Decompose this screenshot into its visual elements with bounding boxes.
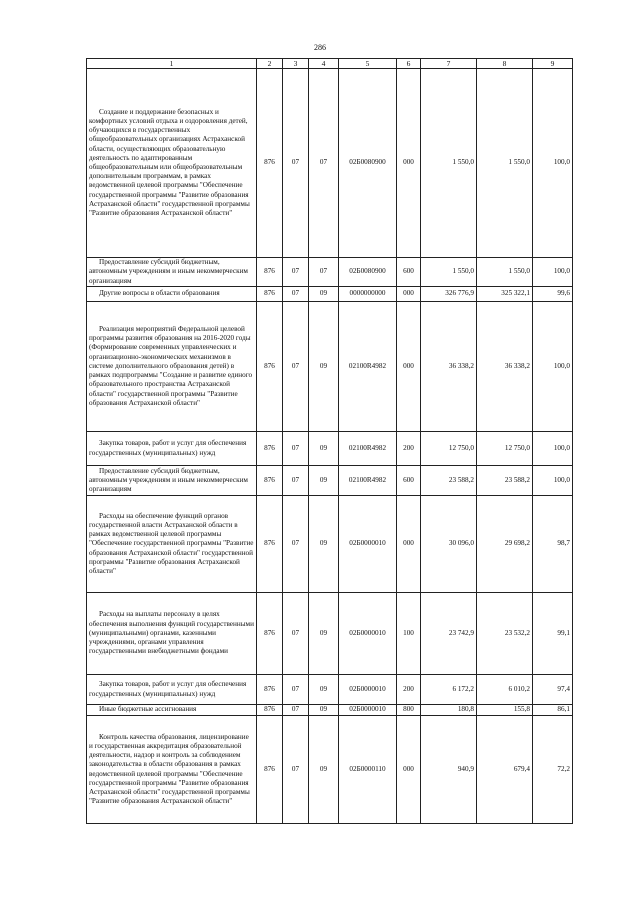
row-description: Закупка товаров, работ и услуг для обеспечения государственных (муниципальных) нужд — [89, 680, 247, 698]
target-article-cell: 02Б0000010 — [339, 705, 397, 716]
expense-type-cell: 000 — [397, 302, 421, 432]
planned-amount-cell: 36 338,2 — [421, 302, 477, 432]
table-row — [87, 705, 573, 716]
row-description: Предоставление субсидий бюджетным, автономным учреждениям и иным некоммерческим организациям — [89, 466, 248, 494]
section-cell: 07 — [283, 302, 309, 432]
target-article-cell: 0000000000 — [339, 287, 397, 302]
table-row — [87, 258, 573, 287]
row-description-cell — [87, 287, 257, 302]
table-row — [87, 593, 573, 675]
subsection-cell: 09 — [309, 466, 339, 496]
planned-amount-cell: 23 588,2 — [421, 466, 477, 496]
planned-amount-cell: 1 550,0 — [421, 258, 477, 287]
target-article-cell: 02100R4982 — [339, 432, 397, 466]
row-description: Иные бюджетные ассигнования — [99, 705, 197, 714]
row-description-cell — [87, 675, 257, 705]
column-header: 3 — [283, 59, 309, 69]
admin-code-cell: 876 — [257, 496, 283, 593]
page-number: 286 — [314, 43, 326, 52]
section-cell: 07 — [283, 496, 309, 593]
expense-type-cell: 600 — [397, 466, 421, 496]
actual-amount-cell: 29 698,2 — [477, 496, 533, 593]
row-description: Реализация мероприятий Федеральной целевой программы развития образования на 2016-2020 годы (Формирование современных управленческих и организационно-экономических механизмов в системе дополнительного образования детей) в рамках подпрограммы "Создание и развитие единого образовательного пространства Астраханской области" государственной программы "Развитие образования Астраханской области" — [89, 325, 253, 407]
row-description-cell — [87, 466, 257, 496]
column-header: 9 — [533, 59, 573, 69]
column-header: 6 — [397, 59, 421, 69]
expense-type-cell: 000 — [397, 496, 421, 593]
row-description: Контроль качества образования, лицензирование и государственная аккредитация образовательной деятельности, надзор и контроль за соблюдением законодательства в области образования в рамках ведомственной целевой программы "Обеспечение государственной программы "Развитие образования Астраханской области" государственной программы "Развитие образования Астраханской области" — [89, 732, 250, 806]
section-cell: 07 — [283, 466, 309, 496]
planned-amount-cell: 180,8 — [421, 705, 477, 716]
target-article-cell: 02Б0000010 — [339, 675, 397, 705]
percent-executed-cell: 86,1 — [533, 705, 573, 716]
actual-amount-cell: 1 550,0 — [477, 258, 533, 287]
row-description: Предоставление субсидий бюджетным, автономным учреждениям и иным некоммерческим организациям — [89, 258, 248, 285]
admin-code-cell: 876 — [257, 258, 283, 287]
column-header: 8 — [477, 59, 533, 69]
expense-type-cell: 800 — [397, 705, 421, 716]
percent-executed-cell: 99,1 — [533, 593, 573, 675]
table-row — [87, 716, 573, 824]
percent-executed-cell: 100,0 — [533, 258, 573, 287]
subsection-cell: 09 — [309, 287, 339, 302]
section-cell: 07 — [283, 705, 309, 716]
column-header: 2 — [257, 59, 283, 69]
expense-type-cell: 600 — [397, 258, 421, 287]
admin-code-cell: 876 — [257, 593, 283, 675]
section-cell: 07 — [283, 69, 309, 258]
subsection-cell: 09 — [309, 675, 339, 705]
table-row — [87, 69, 573, 258]
target-article-cell: 02Б0080900 — [339, 258, 397, 287]
row-description-cell — [87, 593, 257, 675]
admin-code-cell: 876 — [257, 466, 283, 496]
expense-type-cell: 000 — [397, 69, 421, 258]
row-description-cell — [87, 716, 257, 824]
actual-amount-cell: 155,8 — [477, 705, 533, 716]
column-header: 1 — [87, 59, 257, 69]
expense-type-cell: 000 — [397, 287, 421, 302]
percent-executed-cell: 100,0 — [533, 302, 573, 432]
table-row — [87, 496, 573, 593]
planned-amount-cell: 1 550,0 — [421, 69, 477, 258]
subsection-cell: 09 — [309, 705, 339, 716]
expense-type-cell: 200 — [397, 432, 421, 466]
row-description-cell — [87, 69, 257, 258]
actual-amount-cell: 36 338,2 — [477, 302, 533, 432]
admin-code-cell: 876 — [257, 302, 283, 432]
percent-executed-cell: 99,6 — [533, 287, 573, 302]
row-description-cell — [87, 705, 257, 716]
table-row — [87, 466, 573, 496]
admin-code-cell: 876 — [257, 432, 283, 466]
subsection-cell: 07 — [309, 258, 339, 287]
section-cell: 07 — [283, 287, 309, 302]
column-header: 5 — [339, 59, 397, 69]
section-cell: 07 — [283, 432, 309, 466]
row-description-cell — [87, 302, 257, 432]
section-cell: 07 — [283, 593, 309, 675]
table-row — [87, 287, 573, 302]
admin-code-cell: 876 — [257, 69, 283, 258]
percent-executed-cell: 98,7 — [533, 496, 573, 593]
subsection-cell: 07 — [309, 69, 339, 258]
subsection-cell: 09 — [309, 496, 339, 593]
actual-amount-cell: 12 750,0 — [477, 432, 533, 466]
target-article-cell: 02Б0000010 — [339, 496, 397, 593]
admin-code-cell: 876 — [257, 675, 283, 705]
expense-type-cell: 100 — [397, 593, 421, 675]
actual-amount-cell: 6 010,2 — [477, 675, 533, 705]
actual-amount-cell: 1 550,0 — [477, 69, 533, 258]
target-article-cell: 02100R4982 — [339, 466, 397, 496]
planned-amount-cell: 326 776,9 — [421, 287, 477, 302]
target-article-cell: 02Б0000110 — [339, 716, 397, 824]
subsection-cell: 09 — [309, 593, 339, 675]
row-description-cell — [87, 496, 257, 593]
percent-executed-cell: 100,0 — [533, 432, 573, 466]
row-description-cell — [87, 258, 257, 287]
actual-amount-cell: 325 322,1 — [477, 287, 533, 302]
section-cell: 07 — [283, 716, 309, 824]
admin-code-cell: 876 — [257, 716, 283, 824]
actual-amount-cell: 23 588,2 — [477, 466, 533, 496]
admin-code-cell: 876 — [257, 705, 283, 716]
target-article-cell: 02Б0080900 — [339, 69, 397, 258]
table-row — [87, 675, 573, 705]
planned-amount-cell: 6 172,2 — [421, 675, 477, 705]
row-description: Создание и поддержание безопасных и комфортных условий отдыха и оздоровления детей, обучающихся в государственных общеобразовательных организациях Астраханской области, осуществляющих образовательную деятельность по адаптированным общеобразовательным или общеобразовательным дополнительным программам, в рамках ведомственной целевой программы "Обеспечение государственной программы "Развитие образования Астраханской области" государственной программы "Развитие образования Астраханской области" — [89, 107, 250, 218]
row-description: Другие вопросы в области образования — [99, 289, 220, 298]
table-row — [87, 432, 573, 466]
actual-amount-cell: 23 532,2 — [477, 593, 533, 675]
section-cell: 07 — [283, 675, 309, 705]
percent-executed-cell: 100,0 — [533, 466, 573, 496]
section-cell: 07 — [283, 258, 309, 287]
subsection-cell: 09 — [309, 302, 339, 432]
percent-executed-cell: 72,2 — [533, 716, 573, 824]
planned-amount-cell: 30 096,0 — [421, 496, 477, 593]
actual-amount-cell: 679,4 — [477, 716, 533, 824]
table-row — [87, 302, 573, 432]
expense-type-cell: 000 — [397, 716, 421, 824]
row-description: Расходы на обеспечение функций органов государственной власти Астраханской области в рамках ведомственной целевой программы "Обеспечение государственной программы "Развитие образования Астраханской области" государственной программы "Развитие образования Астраханской области" — [89, 511, 254, 575]
row-description: Закупка товаров, работ и услуг для обеспечения государственных (муниципальных) нужд — [89, 439, 247, 457]
row-description-cell — [87, 432, 257, 466]
planned-amount-cell: 940,9 — [421, 716, 477, 824]
column-header: 4 — [309, 59, 339, 69]
column-header: 7 — [421, 59, 477, 69]
planned-amount-cell: 23 742,9 — [421, 593, 477, 675]
header-row — [87, 59, 573, 69]
percent-executed-cell: 97,4 — [533, 675, 573, 705]
row-description: Расходы на выплаты персоналу в целях обеспечения выполнения функций государственными (муниципальными) органами, казенными учреждениями, органами управления государственными внебюджетными фондами — [89, 610, 254, 656]
subsection-cell: 09 — [309, 716, 339, 824]
target-article-cell: 02Б0000010 — [339, 593, 397, 675]
admin-code-cell: 876 — [257, 287, 283, 302]
budget-table — [86, 58, 573, 824]
percent-executed-cell: 100,0 — [533, 69, 573, 258]
planned-amount-cell: 12 750,0 — [421, 432, 477, 466]
expense-type-cell: 200 — [397, 675, 421, 705]
target-article-cell: 02100R4982 — [339, 302, 397, 432]
subsection-cell: 09 — [309, 432, 339, 466]
